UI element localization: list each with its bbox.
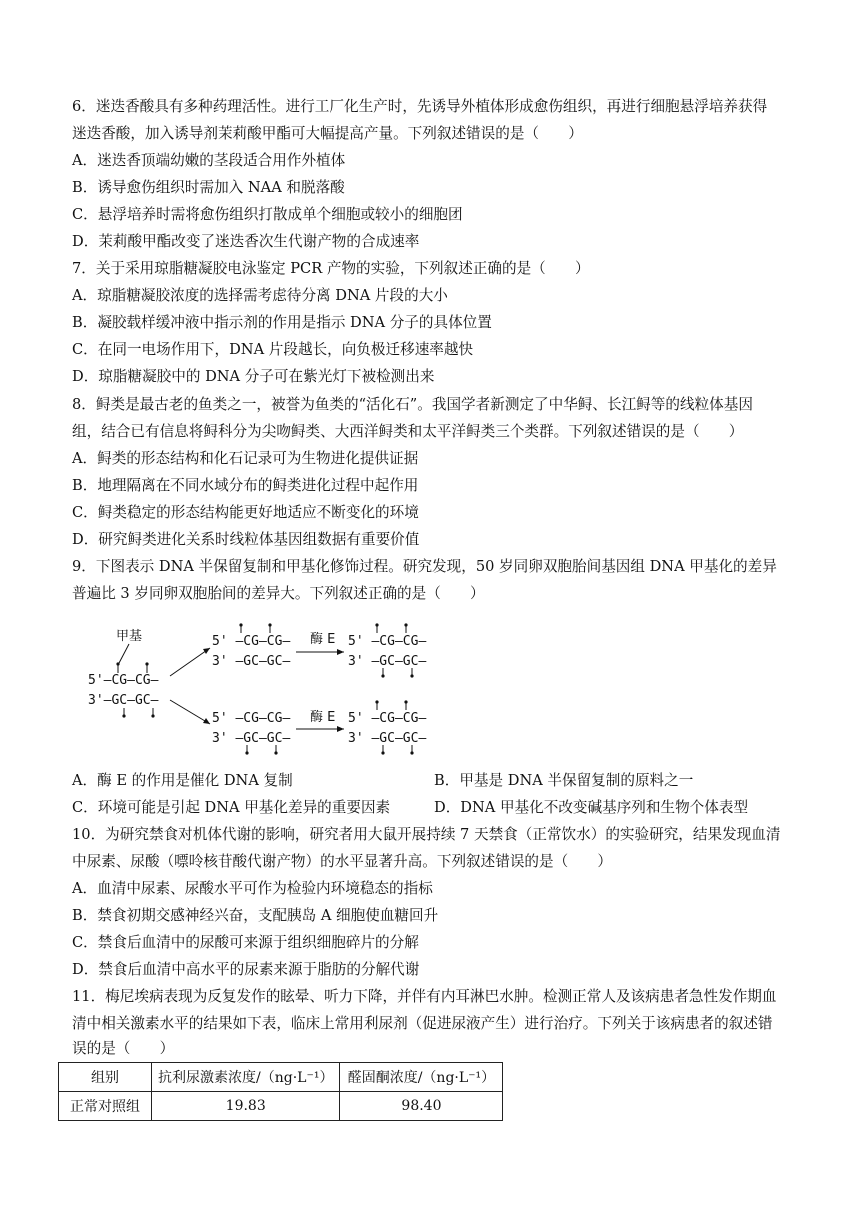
methyl-dot: [375, 623, 378, 626]
q9-stem-line-2: 普遍比 3 岁同卵双胞胎间的差异大。下列叙述正确的是（ ）: [72, 585, 485, 602]
lower-strand-bottom: 3' —GC—GC—: [212, 731, 291, 746]
methyl-dot: [151, 714, 154, 717]
q6-stem-line-2: 迷迭香酸，加入诱导剂茉莉酸甲酯可大幅提高产量。下列叙述错误的是（ ）: [72, 125, 583, 142]
branch-arrow-down: [170, 700, 210, 724]
q9-option-c: C．环境可能是引起 DNA 甲基化差异的重要因素: [72, 799, 391, 816]
arrowhead-icon: [203, 648, 210, 654]
q7-option-d: D．琼脂糖凝胶中的 DNA 分子可在紫光灯下被检测出来: [72, 368, 435, 385]
methyl-dot: [381, 674, 384, 677]
methyl-pointer-line: [118, 644, 129, 665]
q10-stem-line-2: 中尿素、尿酸（嘌呤核苷酸代谢产物）的水平显著升高。下列叙述错误的是（ ）: [72, 853, 612, 870]
q8-option-d: D．研究鲟类进化关系时线粒体基因组数据有重要价值: [72, 531, 420, 548]
q6-option-b: B．诱导愈伤组织时需加入 NAA 和脱落酸: [72, 179, 345, 196]
table-header-cell: 组别: [59, 1063, 152, 1092]
q10-option-a: A．血清中尿素、尿酸水平可作为检验内环境稳态的指标: [72, 880, 433, 897]
q9-option-d: D．DNA 甲基化不改变碱基序列和生物个体表型: [434, 799, 749, 816]
methyl-dot: [381, 751, 384, 754]
methyl-dot: [116, 662, 119, 665]
q6-stem-line-1: 6．迷迭香酸具有多种药理活性。进行工厂化生产时，先诱导外植体形成愈伤组织，再进行细胞悬浮培养获得: [72, 98, 768, 115]
hormone-table: [58, 1062, 503, 1121]
q6-option-c: C．悬浮培养时需将愈伤组织打散成单个细胞或较小的细胞团: [72, 206, 463, 223]
table-header-row: [59, 1063, 503, 1092]
upper-result-strand-bottom: 3' —GC—GC—: [348, 654, 427, 669]
methyl-dot: [145, 662, 148, 665]
lower-result-strand-top: 5' —CG—CG—: [348, 711, 427, 726]
q9-option-b: B．甲基是 DNA 半保留复制的原料之一: [434, 772, 694, 789]
table-header-cell: 抗利尿激素浓度/（ng·L⁻¹）: [152, 1063, 340, 1092]
q8-option-b: B．地理隔离在不同水域分布的鲟类进化过程中起作用: [72, 477, 419, 494]
methyl-dot: [122, 714, 125, 717]
methyl-dot: [239, 623, 242, 626]
upper-strand-bottom: 3' —GC—GC—: [212, 654, 291, 669]
q11-stem-line-3: 误的是（ ）: [72, 1040, 175, 1057]
q11-stem-line-2: 清中相关激素水平的结果如下表，临床上常用利尿剂（促进尿液产生）进行治疗。下列关于该病患者的叙述错: [72, 1015, 773, 1032]
methyl-dot: [404, 700, 407, 703]
q8-stem-line-2: 组，结合已有信息将鲟科分为尖吻鲟类、大西洋鲟类和太平洋鲟类三个类群。下列叙述错误的是（ ）: [72, 423, 744, 440]
methyl-dot: [410, 751, 413, 754]
enzyme-e-label-lower: 酶 E: [310, 710, 336, 725]
methyl-dot: [245, 751, 248, 754]
q9-option-a: A．酶 E 的作用是催化 DNA 复制: [72, 772, 293, 789]
branch-arrow-up: [170, 648, 210, 676]
q9-stem-line-1: 9．下图表示 DNA 半保留复制和甲基化修饰过程。研究发现，50 岁同卵双胞胎间基因组 DNA 甲基化的差异: [72, 558, 777, 575]
enzyme-e-label-upper: 酶 E: [310, 632, 336, 647]
lower-strand-top: 5' —CG—CG—: [212, 711, 291, 726]
upper-result-strand-top: 5' —CG—CG—: [348, 634, 427, 649]
upper-strand-top: 5' —CG—CG—: [212, 634, 291, 649]
arrowhead-icon: [337, 649, 344, 655]
q6-option-a: A．迷迭香顶端幼嫩的茎段适合用作外植体: [72, 152, 346, 169]
q7-option-b: B．凝胶载样缓冲液中指示剂的作用是指示 DNA 分子的具体位置: [72, 314, 492, 331]
q8-stem-line-1: 8．鲟类是最古老的鱼类之一，被誉为鱼类的“活化石”。我国学者新测定了中华鲟、长江鲟等的线粒体基因: [72, 396, 753, 413]
table-header-cell: 醛固酮浓度/（ng·L⁻¹）: [340, 1063, 503, 1092]
q10-stem-line-1: 10．为研究禁食对机体代谢的影响，研究者用大鼠开展持续 7 天禁食（正常饮水）的实验研究，结果发现血清: [72, 826, 781, 843]
q7-stem-line-1: 7．关于采用琼脂糖凝胶电泳鉴定 PCR 产物的实验，下列叙述正确的是（ ）: [72, 260, 590, 277]
q7-option-a: A．琼脂糖凝胶浓度的选择需考虑待分离 DNA 片段的大小: [72, 287, 448, 304]
parent-strand-top: 5'—CG—CG—: [88, 673, 159, 688]
table-cell: 正常对照组: [59, 1092, 152, 1121]
parent-strand-bottom: 3'—GC—GC—: [88, 693, 159, 708]
q7-option-c: C．在同一电场作用下，DNA 片段越长，向负极迁移速率越快: [72, 341, 474, 358]
methyl-label: 甲基: [116, 629, 143, 644]
q8-option-a: A．鲟类的形态结构和化石记录可为生物进化提供证据: [72, 450, 419, 467]
dna-methylation-diagram: [72, 618, 452, 758]
q10-option-c: C．禁食后血清中的尿酸可来源于组织细胞碎片的分解: [72, 934, 419, 951]
table-row: [59, 1092, 503, 1121]
q11-stem-line-1: 11．梅尼埃病表现为反复发作的眩晕、听力下降，并伴有内耳淋巴水肿。检测正常人及该病患者急性发作期血: [72, 988, 777, 1005]
q8-option-c: C．鲟类稳定的形态结构能更好地适应不断变化的环境: [72, 504, 419, 521]
q10-option-b: B．禁食初期交感神经兴奋，支配胰岛 A 细胞使血糖回升: [72, 907, 439, 924]
arrowhead-icon: [337, 726, 344, 732]
methyl-dot: [375, 700, 378, 703]
table-cell: 98.40: [340, 1092, 503, 1121]
table-cell: 19.83: [152, 1092, 340, 1121]
methyl-dot: [404, 623, 407, 626]
lower-result-strand-bottom: 3' —GC—GC—: [348, 731, 427, 746]
methyl-dot: [268, 623, 271, 626]
methyl-dot: [274, 751, 277, 754]
q10-option-d: D．禁食后血清中高水平的尿素来源于脂肪的分解代谢: [72, 961, 420, 978]
methyl-dot: [410, 674, 413, 677]
q6-option-d: D．茉莉酸甲酯改变了迷迭香次生代谢产物的合成速率: [72, 233, 420, 250]
